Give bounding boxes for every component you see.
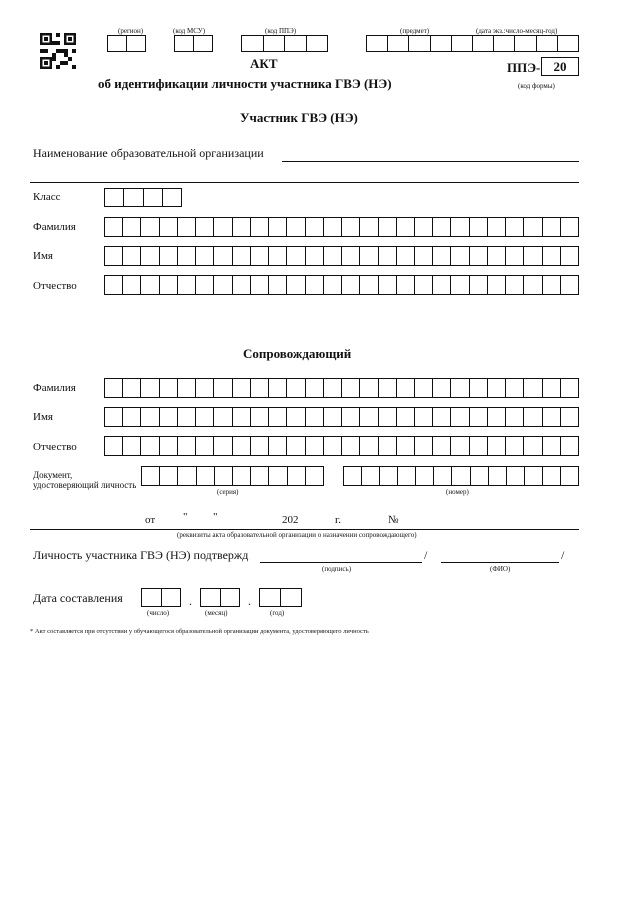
input-cell[interactable] (178, 379, 196, 397)
input-cell[interactable] (163, 189, 182, 206)
input-cell[interactable] (233, 379, 251, 397)
input-cell[interactable] (105, 437, 123, 455)
input-cell[interactable] (543, 408, 561, 426)
date-year-caption: (год) (270, 609, 285, 617)
input-cell[interactable] (561, 437, 579, 455)
input-cell[interactable] (306, 467, 324, 485)
input-cell[interactable] (105, 408, 123, 426)
input-cell[interactable] (233, 408, 251, 426)
input-cell[interactable] (451, 379, 469, 397)
fio-caption: (ФИО) (490, 565, 511, 573)
input-cell[interactable] (269, 437, 287, 455)
input-cell[interactable] (123, 276, 141, 294)
input-cell[interactable] (415, 276, 433, 294)
input-cell[interactable] (451, 247, 469, 265)
input-cell[interactable] (379, 437, 397, 455)
input-cell[interactable] (543, 247, 561, 265)
requisites-year-suffix: г. (335, 514, 342, 526)
input-cell[interactable] (288, 467, 306, 485)
input-cell[interactable] (397, 437, 415, 455)
input-cell[interactable] (105, 247, 123, 265)
participant-section-title: Участник ГВЭ (НЭ) (240, 110, 358, 125)
input-cell[interactable] (561, 408, 579, 426)
input-cell[interactable] (160, 408, 178, 426)
input-cell[interactable] (342, 247, 360, 265)
input-cell[interactable] (362, 467, 380, 485)
input-cell[interactable] (488, 379, 506, 397)
input-cell[interactable] (124, 189, 143, 206)
input-cell[interactable] (142, 589, 162, 606)
input-cell[interactable] (144, 189, 163, 206)
participant-surname-boxes[interactable] (104, 217, 579, 237)
input-cell[interactable] (269, 408, 287, 426)
input-cell[interactable] (342, 437, 360, 455)
participant-surname-label: Фамилия (33, 221, 76, 233)
input-cell[interactable] (397, 247, 415, 265)
input-cell[interactable] (142, 467, 160, 485)
input-cell[interactable] (141, 218, 159, 236)
input-cell[interactable] (178, 247, 196, 265)
input-cell[interactable] (269, 247, 287, 265)
org-label: Наименование образовательной организации (33, 146, 264, 160)
input-cell[interactable] (269, 276, 287, 294)
requisites-caption: (реквизиты акта образовательной организации о назначении сопровождающего) (177, 531, 417, 539)
signature-line[interactable] (260, 562, 422, 563)
input-cell[interactable] (558, 36, 579, 51)
date-dot-1: . (189, 594, 192, 608)
input-cell[interactable] (105, 276, 123, 294)
input-cell[interactable] (379, 218, 397, 236)
input-cell[interactable] (306, 379, 324, 397)
input-cell[interactable] (260, 589, 281, 606)
input-cell[interactable] (360, 379, 378, 397)
input-cell[interactable] (342, 379, 360, 397)
requisites-year: 202 (282, 514, 299, 526)
input-cell[interactable] (123, 218, 141, 236)
escort-section-title: Сопровождающий (243, 346, 352, 361)
escort-name-label: Имя (33, 411, 53, 423)
input-cell[interactable] (470, 379, 488, 397)
input-cell[interactable] (160, 437, 178, 455)
input-cell[interactable] (415, 437, 433, 455)
input-cell[interactable] (506, 379, 524, 397)
input-cell[interactable] (470, 247, 488, 265)
input-cell[interactable] (488, 276, 506, 294)
input-cell[interactable] (506, 247, 524, 265)
input-cell[interactable] (379, 276, 397, 294)
input-cell[interactable] (524, 218, 542, 236)
input-cell[interactable] (214, 276, 232, 294)
input-cell[interactable] (470, 276, 488, 294)
input-cell[interactable] (233, 467, 251, 485)
input-cell[interactable] (251, 276, 269, 294)
document-title: АКТ (250, 56, 278, 71)
input-cell[interactable] (415, 379, 433, 397)
input-cell[interactable] (160, 247, 178, 265)
requisites-quote-close: " (213, 511, 218, 523)
input-cell[interactable] (306, 437, 324, 455)
input-cell[interactable] (431, 36, 452, 51)
input-cell[interactable] (214, 218, 232, 236)
subject-date-boxes[interactable] (366, 35, 579, 52)
input-cell[interactable] (221, 589, 241, 606)
input-cell[interactable] (379, 408, 397, 426)
input-cell[interactable] (342, 276, 360, 294)
input-cell[interactable] (524, 247, 542, 265)
input-cell[interactable] (360, 247, 378, 265)
input-cell[interactable] (123, 247, 141, 265)
input-cell[interactable] (105, 379, 123, 397)
input-cell[interactable] (242, 36, 264, 51)
input-cell[interactable] (488, 437, 506, 455)
input-cell[interactable] (105, 218, 123, 236)
org-line-1[interactable] (282, 161, 579, 162)
input-cell[interactable] (489, 467, 507, 485)
input-cell[interactable] (452, 36, 473, 51)
input-cell[interactable] (473, 36, 494, 51)
input-cell[interactable] (264, 36, 286, 51)
input-cell[interactable] (178, 437, 196, 455)
fio-line[interactable] (441, 562, 559, 563)
input-cell[interactable] (367, 36, 388, 51)
input-cell[interactable] (379, 247, 397, 265)
participant-patronymic-label: Отчество (33, 280, 77, 292)
input-cell[interactable] (141, 247, 159, 265)
input-cell[interactable] (251, 247, 269, 265)
input-cell[interactable] (451, 408, 469, 426)
input-cell[interactable] (141, 437, 159, 455)
region-code-boxes[interactable] (107, 35, 146, 52)
footnote: * Акт составляется при отсутствии у обучающегося образовательной организации документа, удостоверяющего личность (30, 628, 369, 635)
participant-name-boxes[interactable] (104, 246, 579, 266)
ppe-caption: (код ППЭ) (265, 27, 297, 35)
input-cell[interactable] (543, 379, 561, 397)
input-cell[interactable] (342, 408, 360, 426)
input-cell[interactable] (196, 218, 214, 236)
input-cell[interactable] (105, 189, 124, 206)
date-caption: (дата экз.:число-месяц-год) (476, 27, 558, 35)
input-cell[interactable] (561, 247, 579, 265)
input-cell[interactable] (287, 218, 305, 236)
input-cell[interactable] (543, 218, 561, 236)
input-cell[interactable] (397, 276, 415, 294)
input-cell[interactable] (451, 218, 469, 236)
date-month-caption: (месяц) (205, 609, 228, 617)
input-cell[interactable] (178, 408, 196, 426)
input-cell[interactable] (196, 437, 214, 455)
input-cell[interactable] (506, 276, 524, 294)
input-cell[interactable] (214, 379, 232, 397)
date-dot-2: . (248, 594, 251, 608)
input-cell[interactable] (178, 467, 196, 485)
participant-name-label: Имя (33, 250, 53, 262)
input-cell[interactable] (561, 467, 579, 485)
input-cell[interactable] (196, 247, 214, 265)
input-cell[interactable] (178, 276, 196, 294)
input-cell[interactable] (287, 276, 305, 294)
input-cell[interactable] (488, 408, 506, 426)
input-cell[interactable] (175, 36, 194, 51)
input-cell[interactable] (415, 247, 433, 265)
input-cell[interactable] (123, 408, 141, 426)
input-cell[interactable] (360, 218, 378, 236)
input-cell[interactable] (215, 467, 233, 485)
form-code-caption: (код формы) (518, 82, 555, 90)
input-cell[interactable] (287, 247, 305, 265)
input-cell[interactable] (160, 276, 178, 294)
qr-code (40, 33, 76, 69)
input-cell[interactable] (506, 218, 524, 236)
input-cell[interactable] (342, 218, 360, 236)
input-cell[interactable] (197, 467, 215, 485)
escort-name-boxes[interactable] (104, 407, 579, 427)
input-cell[interactable] (434, 467, 452, 485)
class-boxes[interactable] (104, 188, 182, 207)
input-cell[interactable] (160, 218, 178, 236)
input-cell[interactable] (488, 218, 506, 236)
input-cell[interactable] (397, 379, 415, 397)
input-cell[interactable] (471, 467, 489, 485)
input-cell[interactable] (524, 408, 542, 426)
input-cell[interactable] (415, 218, 433, 236)
input-cell[interactable] (433, 408, 451, 426)
input-cell[interactable] (397, 408, 415, 426)
input-cell[interactable] (415, 408, 433, 426)
subject-caption: (предмет) (400, 27, 430, 35)
input-cell[interactable] (416, 467, 434, 485)
input-cell[interactable] (433, 379, 451, 397)
input-cell[interactable] (251, 437, 269, 455)
input-cell[interactable] (160, 379, 178, 397)
input-cell[interactable] (525, 467, 543, 485)
input-cell[interactable] (162, 589, 182, 606)
requisites-number-sign: № (388, 514, 399, 526)
confirm-text: Личность участника ГВЭ (НЭ) подтвержд (33, 548, 249, 562)
input-cell[interactable] (287, 408, 305, 426)
requisites-quote-open: " (183, 511, 188, 523)
doc-label-line1: Документ, (33, 470, 73, 480)
requisites-from: от (145, 514, 156, 526)
input-cell[interactable] (398, 467, 416, 485)
confirm-slash-2: / (561, 548, 565, 562)
region-caption: (регион) (118, 27, 144, 35)
input-cell[interactable] (178, 218, 196, 236)
escort-surname-label: Фамилия (33, 382, 76, 394)
input-cell[interactable] (360, 408, 378, 426)
input-cell[interactable] (451, 437, 469, 455)
input-cell[interactable] (488, 247, 506, 265)
participant-patronymic-boxes[interactable] (104, 275, 579, 295)
input-cell[interactable] (324, 379, 342, 397)
input-cell[interactable] (379, 379, 397, 397)
input-cell[interactable] (307, 36, 329, 51)
input-cell[interactable] (306, 276, 324, 294)
input-cell[interactable] (233, 276, 251, 294)
doc-number-caption: (номер) (446, 488, 469, 496)
requisites-line[interactable] (30, 529, 579, 530)
input-cell[interactable] (141, 408, 159, 426)
input-cell[interactable] (233, 247, 251, 265)
input-cell[interactable] (251, 408, 269, 426)
input-cell[interactable] (233, 437, 251, 455)
input-cell[interactable] (324, 247, 342, 265)
escort-patronymic-label: Отчество (33, 441, 77, 453)
class-label: Класс (33, 191, 61, 203)
msu-caption: (код МСУ) (173, 27, 206, 35)
input-cell[interactable] (196, 276, 214, 294)
org-line-2[interactable] (30, 182, 579, 183)
input-cell[interactable] (506, 437, 524, 455)
input-cell[interactable] (306, 408, 324, 426)
document-subtitle: об идентификации личности участника ГВЭ (НЭ) (98, 76, 392, 91)
input-cell[interactable] (433, 276, 451, 294)
input-cell[interactable] (507, 467, 525, 485)
input-cell[interactable] (108, 36, 127, 51)
input-cell[interactable] (251, 379, 269, 397)
date-month-boxes[interactable] (200, 588, 240, 607)
input-cell[interactable] (561, 218, 579, 236)
input-cell[interactable] (306, 247, 324, 265)
form-prefix: ППЭ- (507, 60, 541, 75)
input-cell[interactable] (214, 408, 232, 426)
input-cell[interactable] (123, 437, 141, 455)
input-cell[interactable] (506, 408, 524, 426)
signature-caption: (подпись) (322, 565, 352, 573)
date-day-caption: (число) (147, 609, 170, 617)
input-cell[interactable] (388, 36, 409, 51)
input-cell[interactable] (524, 437, 542, 455)
input-cell[interactable] (201, 589, 221, 606)
doc-series-boxes[interactable] (141, 466, 324, 486)
confirm-slash-1: / (424, 548, 428, 562)
input-cell[interactable] (251, 467, 269, 485)
input-cell[interactable] (287, 379, 305, 397)
input-cell[interactable] (515, 36, 536, 51)
input-cell[interactable] (269, 467, 287, 485)
escort-patronymic-boxes[interactable] (104, 436, 579, 456)
input-cell[interactable] (233, 218, 251, 236)
msu-code-boxes[interactable] (174, 35, 213, 52)
input-cell[interactable] (123, 379, 141, 397)
input-cell[interactable] (196, 408, 214, 426)
form-number-box: 20 (541, 57, 579, 76)
input-cell[interactable] (451, 276, 469, 294)
input-cell[interactable] (251, 218, 269, 236)
input-cell[interactable] (543, 437, 561, 455)
input-cell[interactable] (285, 36, 307, 51)
date-year-boxes[interactable] (259, 588, 302, 607)
input-cell[interactable] (324, 218, 342, 236)
input-cell[interactable] (494, 36, 515, 51)
input-cell[interactable] (452, 467, 470, 485)
doc-series-caption: (серия) (217, 488, 239, 496)
input-cell[interactable] (543, 467, 561, 485)
input-cell[interactable] (196, 379, 214, 397)
input-cell[interactable] (127, 36, 146, 51)
input-cell[interactable] (281, 589, 302, 606)
input-cell[interactable] (360, 276, 378, 294)
input-cell[interactable] (470, 218, 488, 236)
input-cell[interactable] (141, 276, 159, 294)
input-cell[interactable] (141, 379, 159, 397)
input-cell[interactable] (324, 408, 342, 426)
date-day-boxes[interactable] (141, 588, 181, 607)
input-cell[interactable] (470, 408, 488, 426)
input-cell[interactable] (524, 379, 542, 397)
input-cell[interactable] (324, 276, 342, 294)
input-cell[interactable] (160, 467, 178, 485)
input-cell[interactable] (287, 437, 305, 455)
input-cell[interactable] (543, 276, 561, 294)
doc-number-boxes[interactable] (343, 466, 579, 486)
input-cell[interactable] (397, 218, 415, 236)
input-cell[interactable] (360, 437, 378, 455)
input-cell[interactable] (194, 36, 213, 51)
input-cell[interactable] (433, 247, 451, 265)
input-cell[interactable] (561, 379, 579, 397)
input-cell[interactable] (470, 437, 488, 455)
input-cell[interactable] (214, 437, 232, 455)
date-label: Дата составления (33, 591, 123, 605)
input-cell[interactable] (433, 218, 451, 236)
input-cell[interactable] (269, 379, 287, 397)
input-cell[interactable] (537, 36, 558, 51)
input-cell[interactable] (269, 218, 287, 236)
input-cell[interactable] (324, 437, 342, 455)
input-cell[interactable] (524, 276, 542, 294)
input-cell[interactable] (344, 467, 362, 485)
input-cell[interactable] (561, 276, 579, 294)
escort-surname-boxes[interactable] (104, 378, 579, 398)
doc-label-line2: удостоверяющий личность (33, 480, 137, 490)
input-cell[interactable] (306, 218, 324, 236)
input-cell[interactable] (380, 467, 398, 485)
input-cell[interactable] (409, 36, 430, 51)
input-cell[interactable] (214, 247, 232, 265)
input-cell[interactable] (433, 437, 451, 455)
ppe-code-boxes[interactable] (241, 35, 328, 52)
